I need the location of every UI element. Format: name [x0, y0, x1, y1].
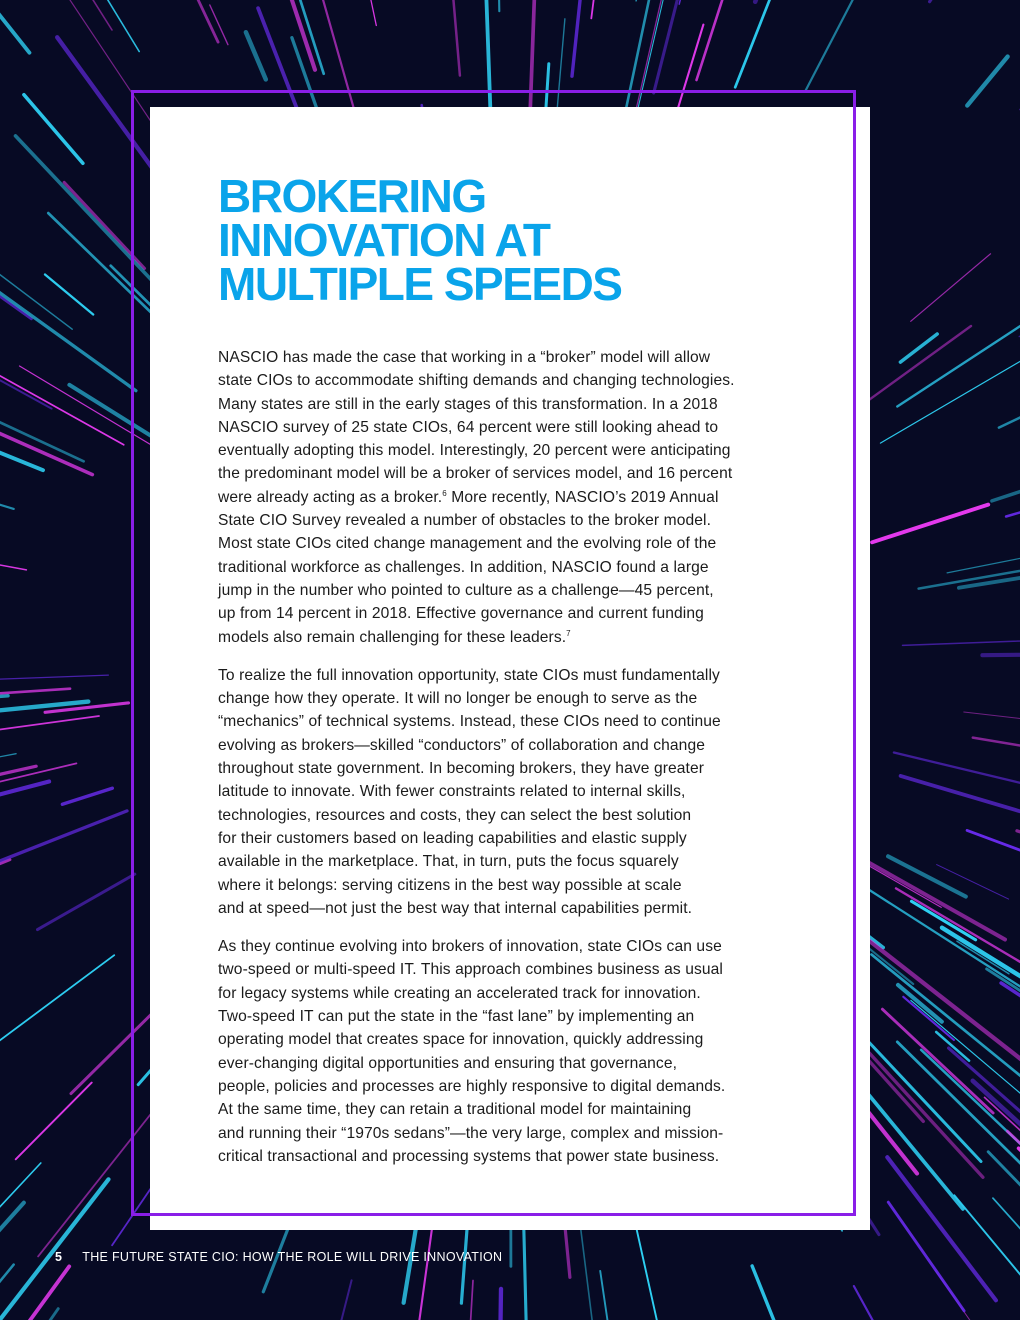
light-streak: [805, 0, 933, 92]
light-streak: [755, 0, 790, 2]
light-streak: [992, 416, 1020, 501]
light-streak: [911, 254, 991, 321]
light-streak: [865, 863, 942, 907]
light-streak: [45, 275, 93, 315]
page-number: 5: [55, 1250, 63, 1264]
light-streak: [0, 1163, 41, 1275]
light-streak: [0, 811, 127, 918]
light-streak: [13, 0, 139, 52]
article: [218, 170, 803, 1183]
light-streak: [307, 1280, 352, 1320]
light-streak: [897, 252, 1020, 407]
light-streak: [210, 5, 228, 45]
text-line: evolving as brokers—skilled “conductors” of collaboration and change: [218, 736, 706, 754]
text-line: ever-changing digital opportunities and ensuring that governance,: [218, 1054, 678, 1072]
text-line: State CIO Survey revealed a number of obstacles to the broker model.: [218, 512, 712, 530]
light-streak: [0, 860, 10, 927]
light-streak: [16, 1083, 92, 1160]
text-line: As they continue evolving into brokers of innovation, state CIOs can use: [218, 938, 722, 956]
light-streak: [880, 330, 1020, 444]
light-streak: [38, 874, 135, 930]
light-streak: [0, 284, 136, 391]
text-line: and running their “1970s sedans”—the very large, complex and mission-: [218, 1124, 724, 1142]
light-streak: [0, 486, 14, 509]
paragraph-3: [218, 935, 803, 1168]
light-streak: [636, 0, 653, 1]
light-streak: [0, 675, 108, 679]
light-streak: [253, 0, 315, 70]
light-streak: [59, 0, 112, 30]
light-streak: [600, 1271, 629, 1320]
light-streak: [903, 636, 1020, 645]
text-line: throughout state government. In becoming brokers, they have greater: [218, 760, 705, 778]
text-line: NASCIO has made the case that working in a “broker” model will allow: [218, 349, 711, 366]
light-streak: [591, 0, 602, 18]
light-streak: [679, 0, 707, 4]
text-line: up from 14 percent in 2018. Effective governance and current funding: [218, 605, 704, 623]
light-streak: [466, 1281, 473, 1320]
light-streak: [0, 716, 99, 754]
light-streak: [987, 969, 1020, 1045]
text-line: available in the marketplace. That, in turn, puts the focus squarely: [218, 853, 679, 871]
light-streak: [0, 3, 29, 53]
light-streak: [894, 753, 1020, 822]
light-streak: [954, 1195, 1020, 1295]
page-title: [218, 170, 803, 310]
text-line: Many states are still in the early stages of this transformation. In a 2018: [218, 395, 718, 413]
light-streak: [937, 865, 1009, 900]
light-streak: [854, 1286, 945, 1320]
text-line: [218, 486, 803, 509]
light-streak: [964, 712, 1020, 725]
footnote-ref-7[interactable]: 7: [566, 628, 571, 638]
text-line: traditional workforce as challenges. In addition, NASCIO found a large: [218, 558, 709, 576]
text-line: jump in the number who pointed to culture as a challenge—45 percent,: [218, 581, 714, 599]
light-streak: [901, 776, 1020, 858]
light-streak: [911, 1000, 1020, 1146]
paragraph-1: [218, 346, 803, 649]
light-streak: [0, 955, 114, 1071]
text-line: change how they operate. It will no longer be enough to serve as the: [218, 690, 698, 708]
light-streak: [900, 334, 937, 362]
light-streak: [957, 941, 1009, 974]
light-streak: [0, 689, 70, 702]
light-streak: [752, 1266, 792, 1320]
running-title: THE FUTURE STATE CIO: HOW THE ROLE WILL DRIVE INNOVATION: [82, 1250, 503, 1264]
footnote-ref-6[interactable]: 6: [442, 488, 447, 498]
text-line: To realize the full innovation opportunity, state CIOs must fundamentally: [218, 666, 720, 684]
text-line: two-speed or multi-speed IT. This approach combines business as usual: [218, 961, 724, 979]
light-streak: [0, 696, 8, 700]
text-line: for their customers based on leading capabilities and elastic supply: [218, 829, 687, 847]
light-streak: [0, 376, 43, 470]
light-streak: [947, 536, 1020, 573]
light-streak: [524, 1216, 527, 1320]
text-line: for legacy systems while creating an accelerated track for innovation.: [218, 984, 701, 1002]
light-streak: [999, 306, 1020, 427]
text-fragment: More recently, NASCIO’s 2019 Annual: [446, 488, 719, 506]
text-line: eventually adopting this model. Interestingly, 20 percent were anticipating: [218, 442, 731, 460]
light-streak: [435, 0, 460, 76]
light-streak: [354, 0, 377, 26]
light-streak: [1001, 983, 1020, 1009]
light-streak: [0, 539, 26, 570]
text-line: At the same time, they can retain a traditional model for maintaining: [218, 1101, 692, 1119]
title-line: BROKERING: [218, 170, 486, 222]
light-streak: [735, 0, 841, 87]
text-line: [218, 626, 803, 649]
text-line: state CIOs to accommodate shifting demands and changing technologies.: [218, 372, 735, 390]
text-line: critical transactional and processing systems that power state business.: [218, 1147, 720, 1165]
text-line: “mechanics” of technical systems. Instead, these CIOs need to continue: [218, 713, 721, 731]
light-streak: [0, 186, 72, 329]
text-line: NASCIO survey of 25 state CIOs, 64 percent were still looking ahead to: [218, 418, 719, 436]
light-streak: [930, 0, 1008, 2]
text-line: technologies, resources and costs, they can select the best solution: [218, 806, 692, 824]
text-line: where it belongs: serving citizens in the best way possible at scale: [218, 876, 682, 894]
text-line: Two-speed IT can put the state in the “fast lane” by implementing an: [218, 1008, 695, 1026]
text-line: Most state CIOs cited change management and the evolving role of the: [218, 535, 717, 553]
light-streak: [888, 1202, 964, 1311]
light-streak: [973, 738, 1020, 756]
light-streak: [572, 0, 583, 76]
light-streak: [967, 830, 1020, 889]
text-line: the predominant model will be a broker of services model, and 16 percent: [218, 465, 733, 483]
text-line: latitude to innovate. With fewer constraints related to internal skills,: [218, 783, 686, 801]
light-streak: [62, 788, 112, 804]
light-streak: [982, 654, 1020, 656]
paragraph-2: [218, 664, 803, 920]
text-line: operating model that creates space for innovation, quickly addressing: [218, 1031, 704, 1049]
text-fragment: were already acting as a broker.: [218, 488, 443, 506]
light-streak: [949, 1048, 1020, 1189]
title-line: MULTIPLE SPEEDS: [218, 258, 622, 310]
light-streak: [497, 1289, 501, 1320]
text-line: and at speed—not just the best way that internal capabilities permit.: [218, 899, 693, 917]
title-line: INNOVATION AT: [218, 214, 550, 266]
light-streak: [246, 32, 266, 79]
light-streak: [967, 57, 1007, 106]
text-fragment: models also remain challenging for these leaders.: [218, 628, 567, 646]
light-streak: [0, 782, 49, 807]
light-streak: [496, 0, 499, 11]
light-streak: [959, 576, 1020, 588]
light-streak: [99, 0, 218, 42]
page-footer: [55, 1250, 502, 1264]
light-streak: [872, 505, 988, 543]
light-streak: [0, 380, 84, 461]
text-line: people, policies and processes are highly responsive to digital demands.: [218, 1077, 726, 1095]
light-streak: [697, 0, 780, 80]
